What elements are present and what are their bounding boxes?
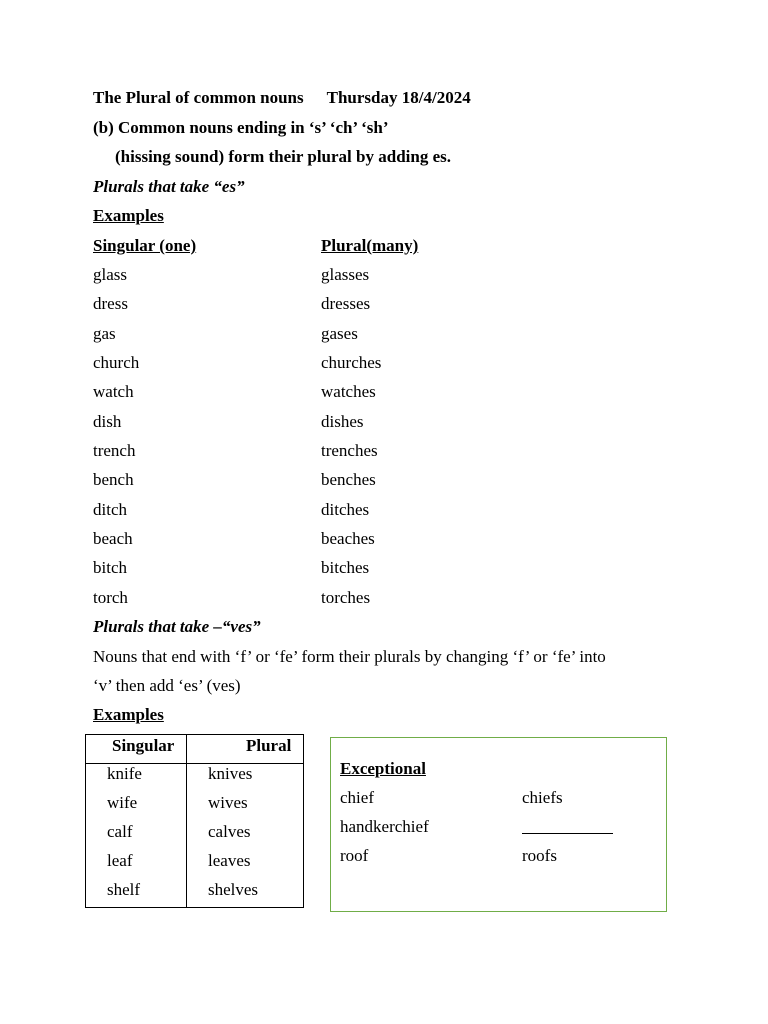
es-singular: watch xyxy=(93,382,134,401)
ves-rule-line2: ‘v’ then add ‘es’ (ves) xyxy=(93,676,241,695)
table-cell-plural: knives xyxy=(208,764,253,783)
es-heading: Plurals that take “es” xyxy=(93,177,245,196)
es-plural: watches xyxy=(321,382,376,401)
es-plural: trenches xyxy=(321,441,378,460)
exceptional-heading: Exceptional xyxy=(340,759,426,778)
exceptional-box xyxy=(330,737,667,912)
es-plural: beaches xyxy=(321,529,375,548)
table-cell-plural: calves xyxy=(208,822,251,841)
es-plural: gases xyxy=(321,324,358,343)
es-singular: trench xyxy=(93,441,136,460)
es-singular: beach xyxy=(93,529,133,548)
es-plural: dresses xyxy=(321,294,371,313)
es-plural: torches xyxy=(321,588,371,607)
exceptional-singular: handkerchief xyxy=(340,817,429,836)
ves-heading: Plurals that take –“ves” xyxy=(93,617,261,636)
title-text: The Plural of common nouns xyxy=(93,88,304,107)
col-plural-header: Plural(many) xyxy=(321,236,419,255)
es-plural: benches xyxy=(321,470,376,489)
es-singular: torch xyxy=(93,588,128,607)
table-cell-singular: wife xyxy=(107,793,138,812)
page-title xyxy=(93,88,471,108)
ves-examples-label: Examples xyxy=(93,705,164,724)
es-singular: dish xyxy=(93,412,122,431)
section-b-line2: (hissing sound) form their plural by adding es. xyxy=(115,147,451,166)
table-cell-plural: wives xyxy=(208,793,248,812)
exceptional-singular: chief xyxy=(340,788,374,807)
exceptional-plural: chiefs xyxy=(522,788,563,807)
es-singular: church xyxy=(93,353,140,372)
table-cell-plural: leaves xyxy=(208,851,251,870)
es-singular: bitch xyxy=(93,558,127,577)
table-cell-singular: leaf xyxy=(107,851,133,870)
table-column-divider xyxy=(186,735,187,907)
es-plural: churches xyxy=(321,353,382,372)
exceptional-singular: roof xyxy=(340,846,369,865)
table-cell-singular: shelf xyxy=(107,880,141,899)
es-plural: glasses xyxy=(321,265,370,284)
es-singular: dress xyxy=(93,294,128,313)
table-cell-singular: knife xyxy=(107,764,142,783)
table-cell-plural: shelves xyxy=(208,880,259,899)
date-text: Thursday 18/4/2024 xyxy=(326,88,471,107)
es-plural: bitches xyxy=(321,558,370,577)
section-b-line1: (b) Common nouns ending in ‘s’ ‘ch’ ‘sh’ xyxy=(93,118,389,137)
es-plural: ditches xyxy=(321,500,370,519)
ves-rule-line1: Nouns that end with ‘f’ or ‘fe’ form their plurals by changing ‘f’ or ‘fe’ into xyxy=(93,647,606,666)
es-examples-label: Examples xyxy=(93,206,164,225)
es-singular: gas xyxy=(93,324,116,343)
ves-table xyxy=(85,734,304,908)
table-header-singular: Singular xyxy=(112,736,175,755)
es-singular: bench xyxy=(93,470,134,489)
col-singular-header: Singular (one) xyxy=(93,236,197,255)
fill-in-blank-line xyxy=(522,833,613,834)
exceptional-plural: roofs xyxy=(522,846,557,865)
es-singular: ditch xyxy=(93,500,127,519)
es-plural: dishes xyxy=(321,412,364,431)
table-cell-singular: calf xyxy=(107,822,133,841)
table-header-plural: Plural xyxy=(246,736,292,755)
es-singular: glass xyxy=(93,265,127,284)
